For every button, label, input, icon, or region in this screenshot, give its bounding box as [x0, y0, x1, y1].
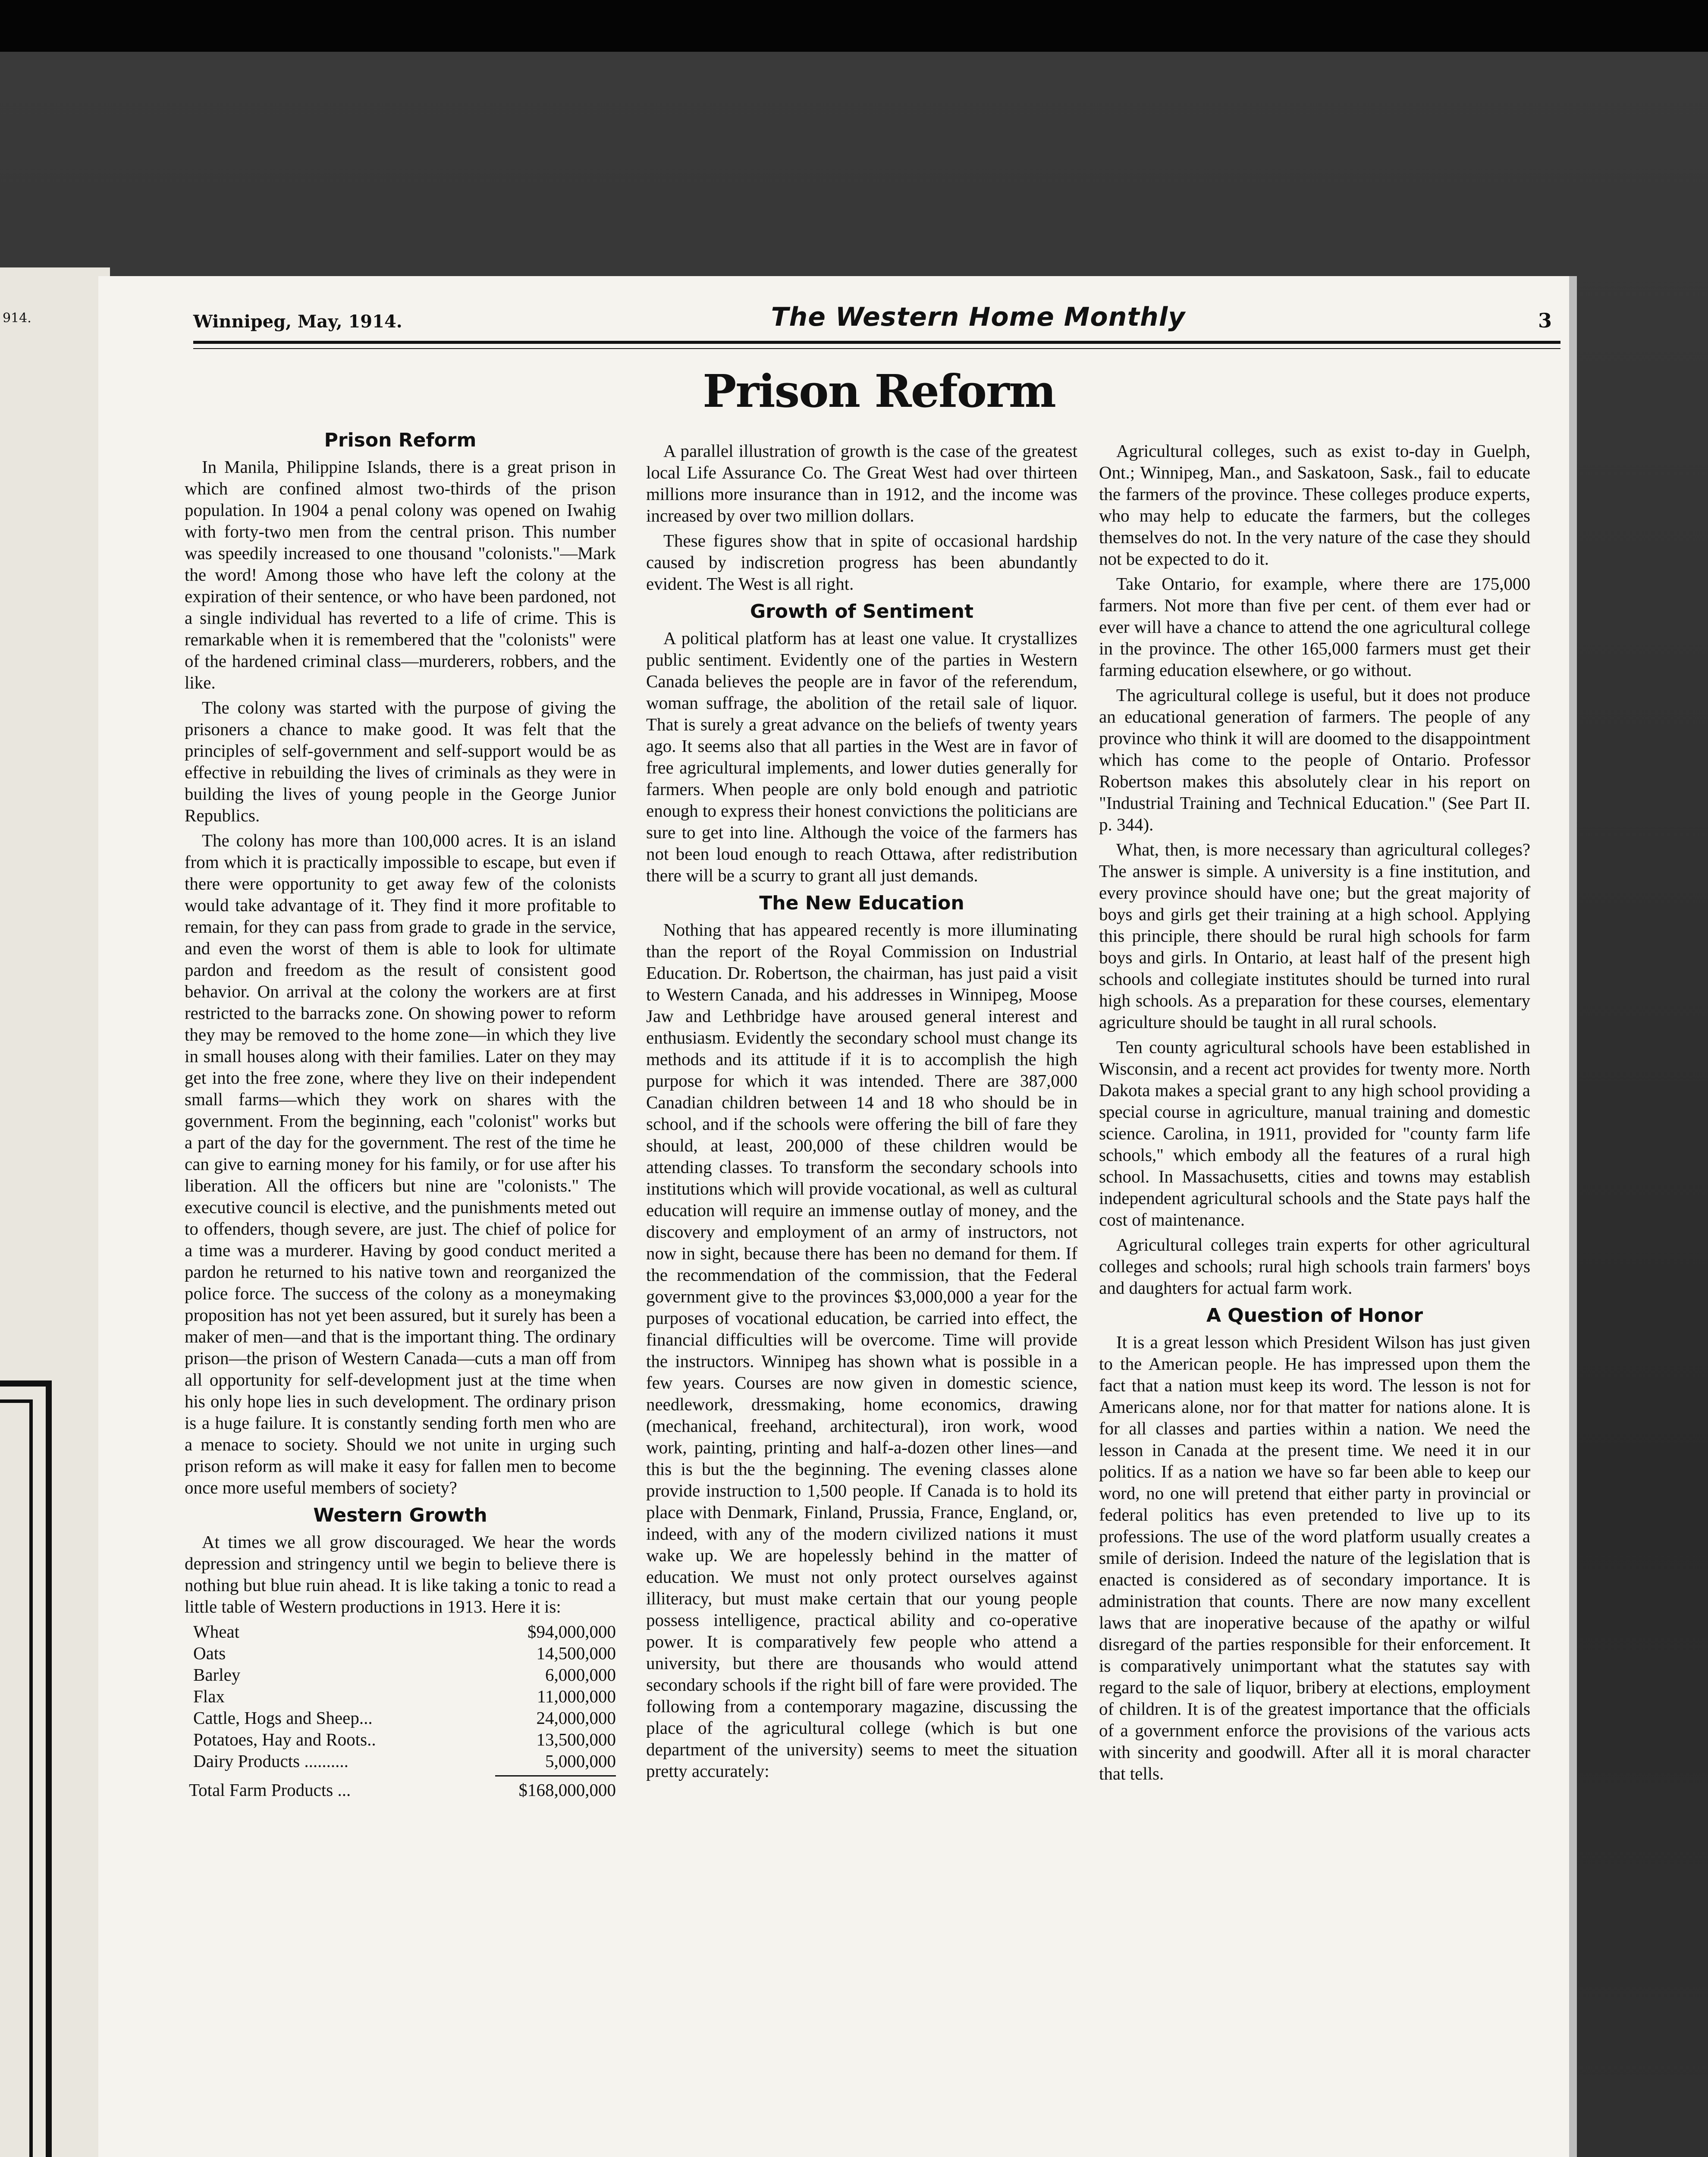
page-header: [193, 293, 1565, 341]
issue-date: Winnipeg, May, 1914.: [193, 311, 402, 332]
magazine-page: [98, 276, 1569, 2157]
magazine-title: The Western Home Monthly: [771, 302, 1186, 332]
paragraph: Ten county agricultural schools have been established in Wisconsin, and a recent act provides for twenty more. North Dakota makes a special grant to any high school providing a special course in agriculture, manual training and domestic science. Carolina, in 1911, provided for "county farm life schools," which embody all the features of a rural high school. In Massachusetts, cities and towns may establish independent agricultural schools and the State pays half the cost of maintenance.: [1099, 1037, 1530, 1229]
left-page-fragment: 914.: [3, 311, 31, 326]
article-title: Prison Reform: [703, 365, 1055, 418]
paragraph: The agricultural college is useful, but it does not produce an educational generation of farmers. The people of any province who think it will are doomed to the disappointment which has come to the people of Ontario. Professor Robertson makes this absolutely clear in his report on "Industrial Training and Technical Education." (See Part II. p. 344).: [1099, 685, 1530, 834]
table-cell-item: Barley: [193, 1665, 241, 1685]
paragraph: A political platform has at least one value. It crystallizes public sentiment. Evidently one of the parties in Western Canada believes the people are in favor of the referendum, woman suffrage, the abolition of the retail sale of liquor. That is surely a great advance on the beliefs of twenty years ago. It seems also that all parties in the West are in favor of free agricultural implements, and lower duties generally for farmers. When people are only bold enough and patriotic enough to express their honest convictions the politicians are sure to get into line. Although the voice of the farmers has not been loud enough to reach Ottawa, after redistribution there will be a scurry to grant all just demands.: [646, 628, 1077, 885]
paragraph: The colony has more than 100,000 acres. It is an island from which it is practically impossible to escape, but even if there were opportunity to get away few of the colonists would take advantage of it. They find it more profitable to remain, for they can pass from grade to grade in the service, and even the worst of them is able to look for ultimate pardon and freedom as the result of consistent good behavior. On arrival at the colony the workers are at first restricted to the barracks zone. On showing power to reform they may be removed to the home zone—in which they live in small houses along with their families. Later on they may get into the free zone, where they live on their independent small farms—which they work on shares with the government. From the beginning, each "colonist" works but a part of the day for the government. The rest of the time he can give to earning money for his family, or for use after his liberation. All the officers but nine are "colonists." The executive council is elective, and the punishments meted out to offenders, though severe, are just. The chief of police for a time was a murderer. Having by good conduct merited a pardon he returned to his native town and reorganized the police force. The success of the colony as a moneymaking proposition has not yet been assured, but it surely has been a maker of men—and that is the important thing. The ordinary prison—the prison of Western Canada—cuts a man off from all opportunity for self-development just at the time when his only hope lies in such development. The ordinary prison is a huge failure. It is constantly sending forth men who are a menace to society. Should we not unite in urging such prison reform as will make it easy for fallen men to become once more useful members of society?: [185, 830, 616, 1497]
column-2: [646, 440, 1077, 1785]
total-value: $168,000,000: [518, 1780, 616, 1800]
table-row: [185, 1664, 616, 1685]
table-cell-value: 14,500,000: [536, 1643, 616, 1663]
total-label: Total Farm Products ...: [189, 1780, 351, 1800]
table-row: [185, 1642, 616, 1664]
table-cell-item: Flax: [193, 1686, 225, 1706]
paragraph: What, then, is more necessary than agricultural colleges? The answer is simple. A university is a fine institution, and every province should have one; but the great majority of boys and girls get their training at a high school. Applying this principle, there should be rural high schools for farm boys and girls. In Ontario, at least half of the present high schools and collegiate institutes should be turned into rural high schools. As a preparation for these courses, elementary agriculture should be taught in all rural schools.: [1099, 840, 1530, 1032]
paragraph: Take Ontario, for example, where there are 175,000 farmers. Not more than five per cent. of them ever had or ever will have a chance to attend the one agricultural college in the province. The other 165,000 farmers must get their farming education elsewhere, or go without.: [1099, 574, 1530, 680]
production-table: [185, 1621, 616, 1772]
table-cell-item: Potatoes, Hay and Roots..: [193, 1729, 376, 1749]
section-heading-growth-of-sentiment: Growth of Sentiment: [750, 601, 974, 623]
table-row: [185, 1750, 616, 1772]
table-cell-item: Wheat: [193, 1622, 239, 1641]
paragraph: Nothing that has appeared recently is more illuminating than the report of the Royal Commission on Industrial Education. Dr. Robertson, the chairman, has just paid a visit to Western Canada, and his addresses in Winnipeg, Moose Jaw and Lethbridge have aroused general interest and enthusiasm. Evidently the secondary school must change its methods and its attitude if it is to accomplish the high purpose for which it was intended. There are 387,000 Canadian children between 14 and 18 who should be in school, and if the schools were offering the bill of fare they should, at least, 200,000 of these children would be attending classes. To transform the secondary schools into institutions which will provide vocational, as well as cultural education will require an immense outlay of money, and the discovery and employment of an army of instructors, not now in sight, because there has been no demand for them. If the recommendation of the commission, that the Federal government give to the provinces $3,000,000 a year for the purposes of vocational education, be carried into effect, the financial difficulties will be overcome. Time will provide the instructors. Winnipeg has shown what is possible in a few years. Courses are now given in domestic science, needlework, dressmaking, home economics, drawing (mechanical, freehand, architectural), iron work, wood work, painting, printing and half-a-dozen other lines—and this is but the the beginning. The evening classes alone provide instruction to 1,500 people. If Canada is to hold its place with Denmark, Finland, Prussia, France, England, or, indeed, with any of the modern civilized nations it must wake up. We are hopelessly behind in the matter of education. We must not only protect ourselves against illiteracy, but must make certain that our young people possess intelligence, practical ability and co-operative power. It is comparatively few people who attend a university, but there are thousands who would attend secondary schools if the right bill of fare were provided. The following from a contemporary magazine, discussing the place of the agricultural college (which is but one department of the university) seems to meet the situation pretty accurately:: [646, 920, 1077, 1781]
table-cell-value: 11,000,000: [537, 1686, 616, 1706]
table-cell-value: 24,000,000: [536, 1708, 616, 1728]
page-number: 3: [1538, 309, 1552, 332]
table-cell-item: Dairy Products ..........: [193, 1751, 349, 1771]
left-page-edge: [0, 267, 110, 2157]
table-cell-value: 6,000,000: [545, 1665, 616, 1685]
table-row: [185, 1685, 616, 1707]
section-heading-new-education: The New Education: [759, 892, 964, 914]
table-cell-value: 5,000,000: [545, 1751, 616, 1771]
paragraph: These figures show that in spite of occasional hardship caused by indiscretion progress has been abundantly evident. The West is all right.: [646, 531, 1077, 594]
section-heading-western-growth: Western Growth: [313, 1504, 487, 1526]
table-row: [185, 1621, 616, 1642]
paragraph: Agricultural colleges train experts for other agricultural colleges and schools; rural high schools train farmers' boys and daughters for actual farm work.: [1099, 1235, 1530, 1298]
section-heading-prison-reform: Prison Reform: [324, 429, 477, 451]
total-row: [185, 1779, 616, 1801]
paragraph: Agricultural colleges, such as exist to-day in Guelph, Ont.; Winnipeg, Man., and Saskatoon, Sask., fail to educate the farmers of the province. These colleges produce experts, who may help to educate the farmers, but the colleges themselves do not. In the very nature of the case they should not be expected to do it.: [1099, 441, 1530, 569]
paragraph: At times we all grow discouraged. We hear the words depression and stringency until we begin to believe there is nothing but blue ruin ahead. It is like taking a tonic to read a little table of Western productions in 1913. Here it is:: [185, 1532, 616, 1616]
paragraph: A parallel illustration of growth is the case of the greatest local Life Assurance Co. The Great West had over thirteen millions more insurance than in 1912, and the income was increased by over two million dollars.: [646, 441, 1077, 525]
table-cell-item: Oats: [193, 1643, 226, 1663]
header-rule: [193, 341, 1560, 349]
section-heading-question-of-honor: A Question of Honor: [1206, 1305, 1423, 1327]
column-3: [1099, 440, 1530, 1788]
table-row: [185, 1707, 616, 1729]
table-cell-value: $94,000,000: [527, 1622, 616, 1641]
paragraph: The colony was started with the purpose of giving the prisoners a chance to make good. It was felt that the principles of self-government and self-support would be as effective in rebuilding the lives of criminals as they were in building the lives of young people in the George Junior Republics.: [185, 698, 616, 825]
table-cell-item: Cattle, Hogs and Sheep...: [193, 1708, 373, 1728]
left-page-border-box: [0, 1380, 52, 2157]
table-row: [185, 1729, 616, 1750]
total-rule: [495, 1775, 616, 1777]
paragraph: In Manila, Philippine Islands, there is a great prison in which are confined almost two-thirds of the prison population. In 1904 a penal colony was opened on Iwahig with forty-two men from the central prison. This number was speedily increased to one thousand "colonists."—Mark the word! Among those who have left the colony at the expiration of their sentence, or who have been pardoned, not a single individual has reverted to a life of crime. This is remarkable when it is remembered that the "colonists" were of the hardened criminal class—murderers, robbers, and the like.: [185, 457, 616, 692]
column-1: [185, 429, 616, 1801]
paragraph: It is a great lesson which President Wilson has just given to the American people. He has impressed upon them the fact that a nation must keep its word. The lesson is not for Americans alone, nor for that matter for nations alone. It is for all classes and parties within a nation. We need the lesson in Canada at the present time. We need it in our politics. If as a nation we have so far been able to keep our word, no one will pretend that either party in provincial or federal politics has even pretended to live up to its professions. The use of the word platform usually creates a smile of derision. Indeed the nature of the legislation that is enacted is considered as of secondary importance. It is administration that counts. There are now many excellent laws that are inoperative because of the apathy or wilful disregard of the parties responsible for their enforcement. It is comparatively unimportant what the statutes say with regard to the sale of liquor, bribery at elections, employment of children. It is of the greatest importance that the officials of a government enforce the provisions of the various acts with sincerity and goodwill. After all it is moral character that tells.: [1099, 1332, 1530, 1783]
table-cell-value: 13,500,000: [536, 1729, 616, 1749]
page-right-edge: [1569, 276, 1577, 2157]
